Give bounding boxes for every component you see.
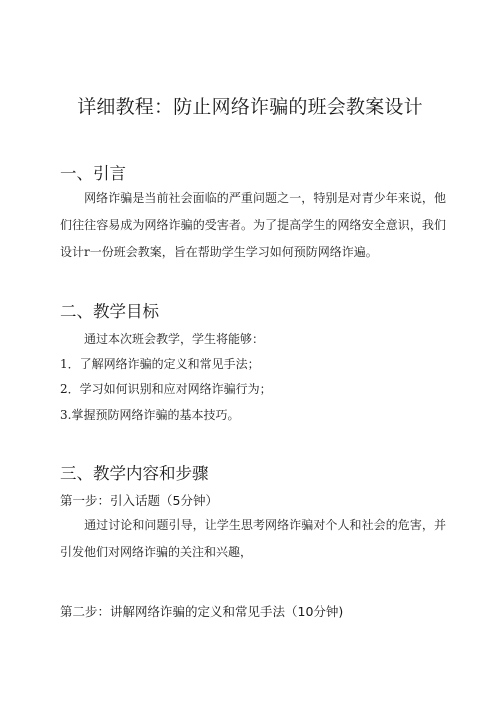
introduction-text: 网络诈骗是当前社会面临的严重问题之一，特别是对青少年来说，他们往往容易成为网络诈骗的受害者。为了提高学生的网络安全意识，我们设计r一份班会教案，旨在帮助学生学习如何预防网络诈遍。 (60, 191, 446, 259)
objective-item-1: 1．了解网络诈骗的定义和常见手法； (60, 357, 260, 371)
section-heading-introduction: 一、引言 (60, 164, 126, 183)
objective-item-3: 3.掌握预防网络诈骗的基本技巧。 (60, 408, 240, 422)
introduction-paragraph (60, 185, 446, 266)
section-heading-content-steps: 三、教学内容和步骤 (60, 464, 209, 483)
step-1-text: 通过讨论和问题引导，让学生思考网络诈骗对个人和社会的危害，并引发他们对网络诈骗的关注和兴趣， (60, 518, 446, 559)
objectives-intro: 通过本次班会教学，学生将能够： (84, 332, 265, 346)
section-heading-objectives: 二、教学目标 (60, 302, 159, 321)
step-1-title: 第一步：引入话题（5分钟） (60, 493, 218, 508)
step-2-title: 第二步：讲解网络诈骗的定义和常见手法（10分钟) (60, 604, 344, 619)
document-title: 详细教程：防止网络诈骗的班会教案设计 (77, 96, 423, 118)
objective-item-2: 2．学习如何识别和应对网络诈骗行为； (60, 382, 272, 396)
step-1-paragraph (60, 512, 446, 566)
